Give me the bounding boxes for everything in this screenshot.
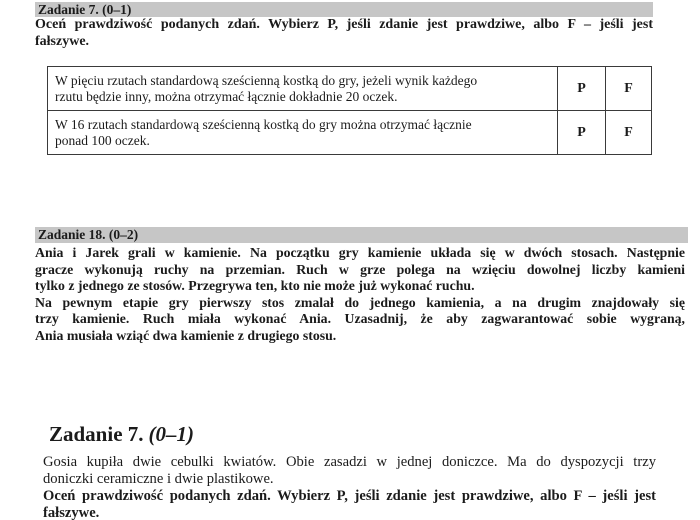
task18-text xyxy=(35,245,685,345)
table-row xyxy=(48,111,652,155)
task7b-instruction xyxy=(43,488,656,520)
task18-text-line: gracze wykonują ruchy na przemian. Ruch w grze polega na wzięciu dowolnej liczby kamieni xyxy=(35,261,685,277)
task18-header-bar xyxy=(35,227,688,243)
statement-line: ponad 100 oczek. xyxy=(55,132,150,148)
statement-line: rzutu będzie inny, można otrzymać łącznie dokładnie 20 oczek. xyxy=(55,88,398,104)
task7b-heading-points: (0–1) xyxy=(148,422,195,446)
statement-line: W 16 rzutach standardową sześcienną kostką do gry można otrzymać łącznie xyxy=(55,116,472,132)
task7b-heading xyxy=(49,422,194,447)
task7-header-bar xyxy=(35,2,653,17)
task7b-instruction-line: fałszywe. xyxy=(43,505,100,520)
true-false-table xyxy=(47,66,652,155)
task18-text-line: Na pewnym etapie gry pierwszy stos zmalał do jednego kamienia, a na drugim znajdowały się xyxy=(35,294,685,310)
task18-text-line: tylko z jednego ze stosów. Przegrywa ten, kto nie może już wykonać ruchu. xyxy=(35,278,475,294)
statement-cell xyxy=(48,67,558,111)
task7b-instruction-line: Oceń prawdziwość podanych zdań. Wybierz P, jeśli zdanie jest prawdziwe, albo F – jeśli jest xyxy=(43,488,656,504)
task7-instruction xyxy=(35,17,653,50)
task7-instruction-line: Oceń prawdziwość podanych zdań. Wybierz P, jeśli zdanie jest prawdziwe, albo F – jeśli jest xyxy=(35,17,653,32)
true-option-cell: P xyxy=(558,67,606,111)
statement-cell xyxy=(48,111,558,155)
true-option-cell: P xyxy=(558,111,606,155)
task18-text-line: Ania i Jarek grali w kamienie. Na początku gry kamienie układa się w dwóch stosach. Następnie xyxy=(35,245,685,260)
table-row xyxy=(48,67,652,111)
task18-text-line: trzy kamienie. Ruch miała wykonać Ania. Uzasadnij, że aby zagwarantować sobie wygraną, xyxy=(35,311,685,327)
false-option-cell: F xyxy=(606,67,652,111)
task7b-body-line: Gosia kupiła dwie cebulki kwiatów. Obie zasadzi w jednej doniczce. Ma do dyspozycji trzy xyxy=(43,454,656,470)
task18-text-line: Ania musiała wziąć dwa kamienie z drugiego stosu. xyxy=(35,327,337,343)
task7b-body xyxy=(43,454,656,488)
task7b-heading-label: Zadanie 7. xyxy=(49,422,144,446)
task7-instruction-line: fałszywe. xyxy=(35,33,90,49)
task18-header-label: Zadanie 18. (0–2) xyxy=(38,227,139,242)
task7-header-label: Zadanie 7. (0–1) xyxy=(38,2,132,17)
statement-line: W pięciu rzutach standardową sześcienną kostką do gry, jeżeli wynik każdego xyxy=(55,72,478,88)
task7b-body-line: doniczki ceramiczne i dwie plastikowe. xyxy=(43,471,274,487)
false-option-cell: F xyxy=(606,111,652,155)
